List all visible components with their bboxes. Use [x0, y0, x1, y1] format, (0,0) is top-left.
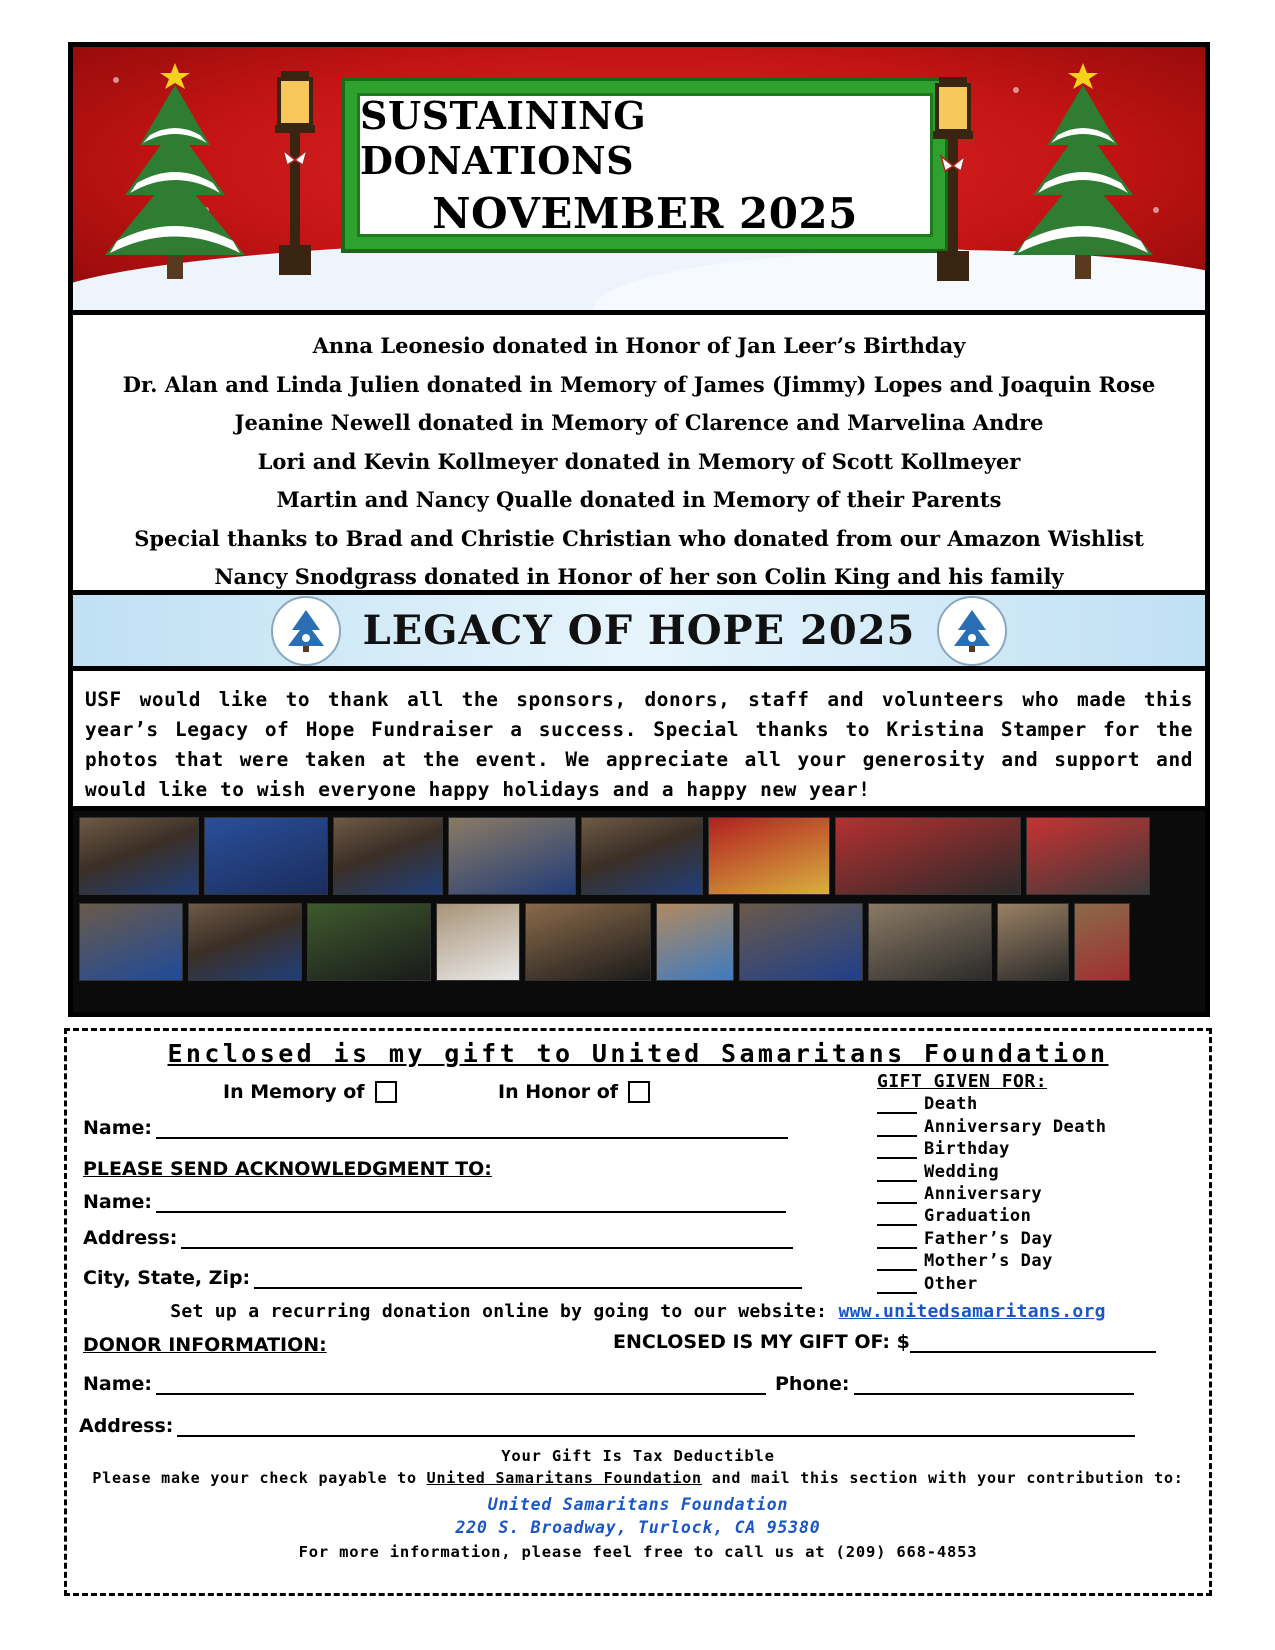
photo-collage	[73, 811, 1205, 1012]
gift-given-heading: GIFT GIVEN FOR:	[877, 1071, 1048, 1092]
gift-given-for	[877, 1071, 1107, 1294]
phone-field	[775, 1373, 1134, 1395]
donor-name-label: Name:	[83, 1373, 153, 1395]
event-photo	[656, 903, 734, 981]
list-item: Nancy Snodgrass donated in Honor of her son Colin King and his family	[214, 564, 1064, 589]
legacy-message	[73, 671, 1205, 811]
website-link[interactable]: www.unitedsamaritans.org	[838, 1301, 1106, 1322]
gift-amount-input[interactable]	[910, 1333, 1156, 1353]
street-lamp-icon	[923, 71, 983, 291]
legacy-paragraph: USF would like to thank all the sponsors, donors, staff and volunteers who made this year’s Legacy of Hope Fundraiser a success. Special thanks to Kristina Stamper for the photos that were taken at the event. We appreciate all your generosity and support and would like to wish everyone happy holidays and a happy new year!	[85, 688, 1193, 801]
org-name: United Samaritans Foundation	[487, 1495, 789, 1514]
gift-option-blank[interactable]	[877, 1231, 917, 1249]
ack-address-label: Address:	[83, 1227, 178, 1249]
event-photo	[997, 903, 1069, 981]
event-photo	[204, 817, 328, 895]
gift-option-blank[interactable]	[877, 1096, 917, 1114]
gift-option-blank[interactable]	[877, 1141, 917, 1159]
donor-address-label: Address:	[79, 1415, 174, 1437]
gift-option[interactable]: Father’s Day	[877, 1226, 1107, 1248]
contact-info: For more information, please feel free to call us at (209) 668-4853	[298, 1543, 978, 1561]
gift-option-blank[interactable]	[877, 1186, 917, 1204]
ack-name-field	[83, 1191, 786, 1213]
legacy-banner	[73, 595, 1205, 671]
newsletter-frame	[68, 42, 1210, 1017]
list-item: Martin and Nancy Qualle donated in Memory of their Parents	[276, 487, 1002, 512]
event-photo	[739, 903, 863, 981]
gift-option[interactable]: Death	[877, 1092, 1107, 1114]
page-title: SUSTAINING DONATIONS	[360, 92, 647, 183]
ack-address-field	[83, 1227, 793, 1249]
donor-address-field	[79, 1415, 1135, 1437]
list-item: Jeanine Newell donated in Memory of Clarence and Marvelina Andre	[234, 410, 1044, 435]
christmas-tree-icon	[1003, 55, 1163, 285]
ack-city-input[interactable]	[254, 1269, 802, 1289]
donor-name-field	[83, 1373, 766, 1395]
donor-address-input[interactable]	[177, 1417, 1135, 1437]
gift-option[interactable]: Wedding	[877, 1159, 1107, 1181]
ack-name-label: Name:	[83, 1191, 153, 1213]
ack-city-field	[83, 1267, 802, 1289]
event-photo	[525, 903, 651, 981]
in-memory-checkbox[interactable]	[375, 1081, 397, 1103]
gift-option-blank[interactable]	[877, 1119, 917, 1137]
org-address: 220 S. Broadway, Turlock, CA 95380	[455, 1518, 821, 1537]
list-item: Dr. Alan and Linda Julien donated in Memory of James (Jimmy) Lopes and Joaquin Rose	[122, 371, 1156, 397]
event-photo	[333, 817, 443, 895]
recurring-text: Set up a recurring donation online by going to our website:	[170, 1301, 828, 1322]
street-lamp-icon	[265, 65, 325, 285]
honoree-name-field	[83, 1117, 788, 1139]
event-photo	[1074, 903, 1130, 981]
event-photo	[79, 817, 199, 895]
in-honor-option[interactable]	[498, 1081, 650, 1103]
phone-label: Phone:	[775, 1373, 850, 1395]
gift-option-blank[interactable]	[877, 1208, 917, 1226]
page-subtitle: NOVEMBER 2025	[432, 188, 858, 238]
ack-city-label: City, State, Zip:	[83, 1267, 251, 1289]
gift-option[interactable]: Birthday	[877, 1137, 1107, 1159]
check-payee: United Samaritans Foundation	[426, 1469, 702, 1487]
in-memory-option[interactable]	[223, 1081, 397, 1103]
in-honor-checkbox[interactable]	[628, 1081, 650, 1103]
donation-form	[64, 1028, 1212, 1596]
event-photo	[307, 903, 431, 981]
gift-amount-label: ENCLOSED IS MY GIFT OF: $	[613, 1331, 910, 1353]
list-item: Anna Leonesio donated in Honor of Jan Leer’s Birthday	[312, 333, 966, 358]
gift-option[interactable]: Anniversary Death	[877, 1114, 1107, 1136]
snow-tree-icon	[952, 608, 992, 654]
ack-name-input[interactable]	[156, 1193, 786, 1213]
event-photo	[436, 903, 520, 981]
event-photo	[79, 903, 183, 981]
gift-option-blank[interactable]	[877, 1276, 917, 1294]
donor-name-input[interactable]	[156, 1375, 766, 1395]
gift-option[interactable]: Mother’s Day	[877, 1249, 1107, 1271]
holiday-banner	[73, 47, 1205, 315]
in-honor-label: In Honor of	[498, 1081, 619, 1103]
in-memory-label: In Memory of	[223, 1081, 365, 1103]
honoree-name-input[interactable]	[156, 1119, 788, 1139]
event-photo	[835, 817, 1021, 895]
ack-address-input[interactable]	[181, 1229, 793, 1249]
form-heading: Enclosed is my gift to United Samaritans Foundation	[167, 1039, 1109, 1068]
emblem-logo	[271, 596, 341, 666]
phone-input[interactable]	[854, 1375, 1134, 1395]
event-photo	[868, 903, 992, 981]
emblem-logo	[937, 596, 1007, 666]
list-item: Lori and Kevin Kollmeyer donated in Memory of Scott Kollmeyer	[257, 448, 1021, 474]
gift-option[interactable]: Graduation	[877, 1204, 1107, 1226]
section-title: LEGACY OF HOPE 2025	[362, 607, 916, 654]
check-instructions: Please make your check payable to United Samaritans Foundation and mail this section with your contribution to:	[92, 1469, 1184, 1487]
event-photo	[188, 903, 302, 981]
title-box	[341, 77, 949, 253]
gift-option-blank[interactable]	[877, 1253, 917, 1271]
honoree-name-label: Name:	[83, 1117, 153, 1139]
donor-info-heading: DONOR INFORMATION:	[83, 1334, 327, 1356]
snow-tree-icon	[286, 608, 326, 654]
list-item: Special thanks to Brad and Christie Christian who donated from our Amazon Wishlist	[134, 525, 1144, 551]
event-photo	[448, 817, 576, 895]
gift-option[interactable]: Other	[877, 1271, 1107, 1293]
event-photo	[1026, 817, 1150, 895]
christmas-tree-icon	[95, 55, 255, 285]
gift-option-blank[interactable]	[877, 1164, 917, 1182]
recurring-donation-note	[67, 1301, 1209, 1322]
acknowledgment-heading: PLEASE SEND ACKNOWLEDGMENT TO:	[83, 1158, 492, 1180]
tax-deductible-note: Your Gift Is Tax Deductible	[501, 1447, 775, 1465]
donation-list	[73, 315, 1205, 595]
gift-option[interactable]: Anniversary	[877, 1182, 1107, 1204]
event-photo	[581, 817, 703, 895]
event-photo	[708, 817, 830, 895]
gift-amount-field	[613, 1331, 1156, 1353]
